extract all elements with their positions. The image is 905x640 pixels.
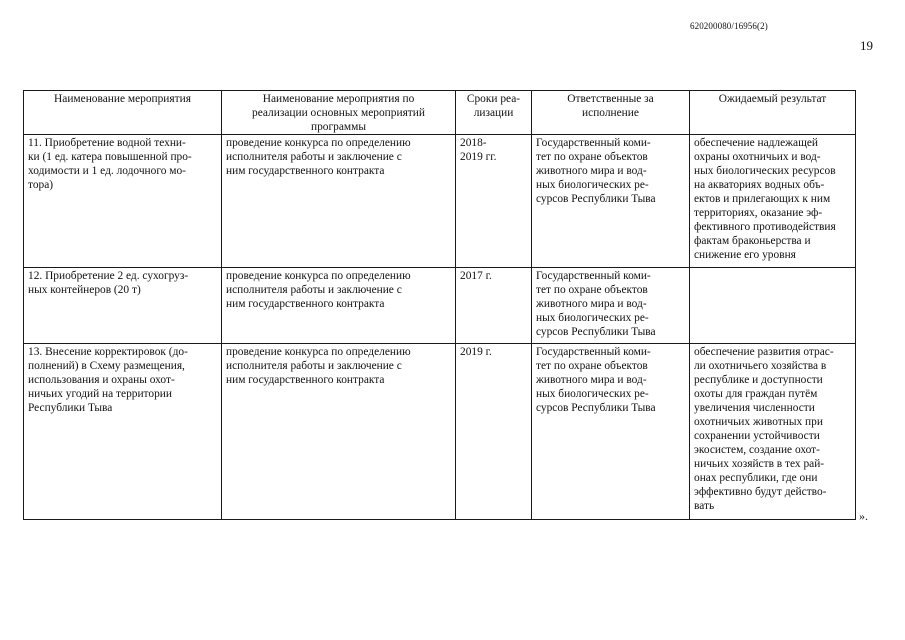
closing-quote-mark: ».	[859, 509, 868, 523]
cell-measure: 11. Приобретение водной техни- ки (1 ед. катера повышенной про- ходимости и 1 ед. лодочного мо- тора)	[24, 135, 222, 268]
table-header-row	[24, 91, 856, 135]
cell-result: обеспечение развития отрас- ли охотничьего хозяйства в республике и доступности охоты для граждан путём увеличения численности охотничьих животных при сохранении устойчивости экосистем, создание охот- ничьих хозяйств в тех рай- онах республики, где они эффективно будут действо- вать	[690, 344, 856, 520]
header-responsible: Ответственные за исполнение	[532, 91, 690, 135]
cell-responsible: Государственный коми- тет по охране объектов животного мира и вод- ных биологических ре- сурсов Республики Тыва	[532, 268, 690, 344]
table-row	[24, 344, 856, 520]
cell-measure: 12. Приобретение 2 ед. сухогруз- ных контейнеров (20 т)	[24, 268, 222, 344]
cell-period: 2017 г.	[456, 268, 532, 344]
measures-table	[23, 90, 856, 520]
header-period: Сроки реа- лизации	[456, 91, 532, 135]
header-activity: Наименование мероприятия по реализации основных мероприятий программы	[222, 91, 456, 135]
table-row	[24, 268, 856, 344]
header-measure: Наименование мероприятия	[24, 91, 222, 135]
cell-period: 2019 г.	[456, 344, 532, 520]
page-number: 19	[860, 38, 873, 53]
document-code: 620200080/16956(2)	[690, 21, 768, 31]
cell-activity: проведение конкурса по определению исполнителя работы и заключение с ним государственного контракта	[222, 268, 456, 344]
header-result: Ожидаемый результат	[690, 91, 856, 135]
cell-activity: проведение конкурса по определению исполнителя работы и заключение с ним государственного контракта	[222, 344, 456, 520]
cell-result	[690, 268, 856, 344]
table-row	[24, 135, 856, 268]
cell-measure: 13. Внесение корректировок (до- полнений) в Схему размещения, использования и охраны охот- ничьих угодий на территории Республики Тыва	[24, 344, 222, 520]
cell-period: 2018- 2019 гг.	[456, 135, 532, 268]
cell-result: обеспечение надлежащей охраны охотничьих и вод- ных биологических ресурсов на акваториях водных объ- ектов и прилегающих к ним территориях, оказание эф- фективного противодействия фактам браконьерства и снижение его уровня	[690, 135, 856, 268]
cell-activity: проведение конкурса по определению исполнителя работы и заключение с ним государственного контракта	[222, 135, 456, 268]
cell-responsible: Государственный коми- тет по охране объектов животного мира и вод- ных биологических ре- сурсов Республики Тыва	[532, 344, 690, 520]
cell-responsible: Государственный коми- тет по охране объектов животного мира и вод- ных биологических ре- сурсов Республики Тыва	[532, 135, 690, 268]
